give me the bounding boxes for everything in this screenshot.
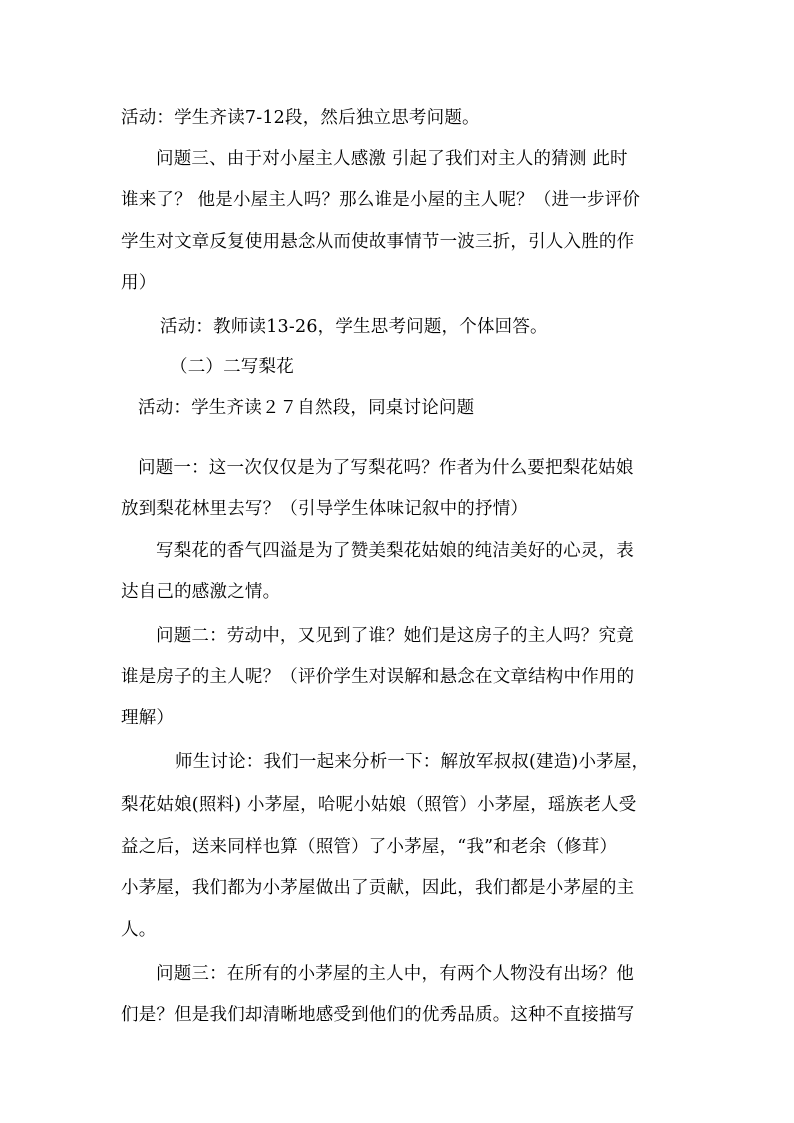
text-line: 师生讨论：我们一起来分析一下：解放军叔叔(建造)小茅屋， xyxy=(175,752,650,772)
text-line: 活动：教师读13-26，学生思考问题，个体回答。 xyxy=(160,317,548,337)
text-line: 谁来了？ 他是小屋主人吗？那么谁是小屋的主人呢？（进一步评价 xyxy=(121,190,641,210)
text-line: 人。 xyxy=(121,920,157,940)
text-line: 写梨花的香气四溢是为了赞美梨花姑娘的纯洁美好的心灵，表 xyxy=(156,541,634,561)
text-line: 问题二：劳动中，又见到了谁？她们是这房子的主人吗？究竟 xyxy=(156,626,634,646)
text-line: 们是？但是我们却清晰地感受到他们的优秀品质。这种不直接描写 xyxy=(121,1005,635,1025)
text-line: 活动：学生齐读7-12段，然后独立思考问题。 xyxy=(121,108,480,128)
text-line: 小茅屋，我们都为小茅屋做出了贡献，因此，我们都是小茅屋的主 xyxy=(121,878,635,898)
text-line: 问题三：在所有的小茅屋的主人中，有两个人物没有出场？他 xyxy=(156,964,634,984)
text-line: 问题三、由于对小屋主人感激 引起了我们对主人的猜测 此时 xyxy=(156,149,628,169)
section-heading: （二）二写梨花 xyxy=(170,357,294,377)
text-line: 理解） xyxy=(121,708,175,728)
text-line: 活动：学生齐读２７自然段，同桌讨论问题 xyxy=(138,398,475,418)
text-line: 益之后，送来同样也算（照管）了小茅屋，“我”和老余（修茸） xyxy=(121,837,618,857)
text-line: 用） xyxy=(121,273,157,293)
text-line: 谁是房子的主人呢？（评价学生对误解和悬念在文章结构中作用的 xyxy=(121,667,635,687)
text-line: 放到梨花林里去写？（引导学生体味记叙中的抒情） xyxy=(121,499,529,519)
text-line: 达自己的感激之情。 xyxy=(121,582,281,602)
text-line: 梨花姑娘(照料) 小茅屋，哈呢小姑娘（照管）小茅屋，瑶族老人受 xyxy=(121,795,637,815)
text-line: 问题一：这一次仅仅是为了写梨花吗？作者为什么要把梨花姑娘 xyxy=(138,458,634,478)
text-line: 学生对文章反复使用悬念从而使故事情节一波三折，引人入胜的作 xyxy=(121,232,635,252)
